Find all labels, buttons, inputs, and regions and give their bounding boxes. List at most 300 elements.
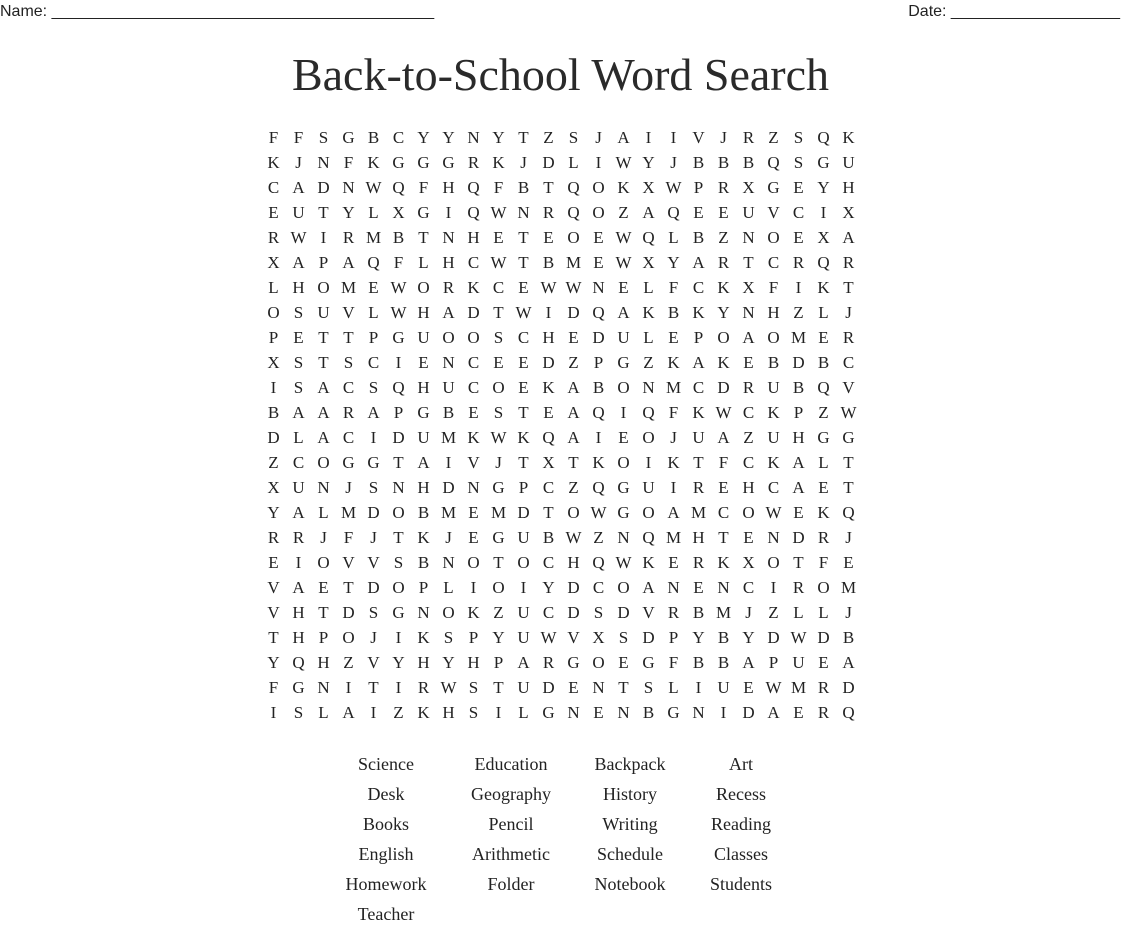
grid-letter: K	[417, 528, 430, 547]
grid-letter: M	[665, 528, 682, 547]
grid-letter: E	[818, 653, 829, 672]
grid-letter: U	[767, 378, 780, 397]
grid-letter: E	[568, 678, 579, 697]
grid-letter: Y	[717, 303, 730, 322]
grid-letter: A	[692, 353, 705, 372]
grid-letter: B	[392, 228, 405, 247]
word-bank-item: Pencil	[488, 814, 534, 834]
grid-letter: R	[342, 403, 355, 422]
grid-letter: Q	[292, 653, 305, 672]
grid-letter: W	[765, 503, 782, 522]
grid-letter: W	[390, 303, 407, 322]
grid-letter: T	[368, 678, 379, 697]
grid-letter: R	[442, 278, 455, 297]
grid-letter: D	[467, 303, 480, 322]
grid-letter: K	[467, 278, 480, 297]
word-bank-item: Arithmetic	[472, 844, 550, 864]
grid-letter: Q	[842, 703, 855, 722]
grid-letter: P	[318, 628, 329, 647]
grid-letter: N	[317, 678, 330, 697]
grid-letter: W	[540, 278, 557, 297]
grid-letter: H	[292, 603, 305, 622]
grid-letter: I	[595, 153, 602, 172]
grid-letter: X	[742, 178, 755, 197]
grid-letter: B	[642, 703, 655, 722]
grid-letter: G	[392, 603, 405, 622]
grid-letter: D	[367, 578, 380, 597]
grid-letter: E	[718, 478, 729, 497]
grid-letter: I	[370, 428, 377, 447]
grid-letter: S	[618, 628, 629, 647]
grid-letter: S	[643, 678, 654, 697]
grid-letter: G	[417, 203, 430, 222]
grid-letter: A	[567, 428, 580, 447]
grid-letter: N	[592, 678, 605, 697]
grid-letter: O	[517, 553, 530, 572]
grid-letter: U	[517, 678, 530, 697]
grid-letter: Y	[442, 653, 455, 672]
grid-letter: X	[592, 628, 605, 647]
grid-letter: I	[445, 453, 452, 472]
grid-letter: A	[292, 503, 305, 522]
grid-letter: C	[592, 578, 605, 597]
grid-letter: N	[442, 353, 455, 372]
grid-letter: E	[618, 653, 629, 672]
grid-letter: B	[542, 253, 555, 272]
grid-letter: A	[792, 453, 805, 472]
grid-letter: Y	[692, 628, 705, 647]
grid-letter: O	[592, 653, 605, 672]
grid-letter: U	[642, 478, 655, 497]
grid-letter: T	[843, 478, 854, 497]
grid-letter: N	[467, 478, 480, 497]
grid-letter: Z	[343, 653, 354, 672]
grid-letter: T	[418, 228, 429, 247]
grid-letter: A	[292, 178, 305, 197]
grid-letter: G	[817, 428, 830, 447]
grid-letter: P	[393, 403, 404, 422]
grid-letter: D	[792, 528, 805, 547]
name-field[interactable]: Name: ___________________________________________	[0, 3, 435, 20]
grid-letter: A	[342, 253, 355, 272]
grid-letter: O	[392, 503, 405, 522]
grid-letter: C	[692, 378, 705, 397]
grid-letter: D	[517, 503, 530, 522]
grid-letter: B	[842, 628, 855, 647]
grid-letter: B	[417, 503, 430, 522]
grid-letter: U	[442, 378, 455, 397]
grid-letter: R	[542, 203, 555, 222]
grid-letter: W	[615, 153, 632, 172]
grid-letter: T	[493, 678, 504, 697]
grid-letter: Y	[542, 578, 555, 597]
grid-letter: C	[467, 378, 480, 397]
grid-letter: Z	[568, 478, 579, 497]
grid-letter: W	[590, 503, 607, 522]
grid-letter: B	[717, 628, 730, 647]
grid-letter: O	[267, 303, 280, 322]
grid-letter: D	[817, 628, 830, 647]
grid-letter: Q	[642, 228, 655, 247]
grid-letter: E	[518, 278, 529, 297]
grid-letter: B	[417, 553, 430, 572]
grid-letter: T	[268, 628, 279, 647]
grid-letter: E	[418, 353, 429, 372]
grid-row	[261, 500, 861, 525]
grid-letter: R	[717, 253, 730, 272]
grid-letter: A	[342, 703, 355, 722]
grid-letter: L	[643, 278, 654, 297]
grid-letter: T	[718, 528, 729, 547]
grid-letter: L	[793, 603, 804, 622]
grid-letter: K	[267, 153, 280, 172]
grid-letter: N	[742, 228, 755, 247]
grid-letter: G	[392, 153, 405, 172]
grid-letter: U	[617, 328, 630, 347]
grid-letter: Q	[467, 178, 480, 197]
grid-letter: N	[642, 378, 655, 397]
grid-letter: W	[490, 428, 507, 447]
grid-letter: R	[717, 178, 730, 197]
grid-letter: J	[670, 428, 677, 447]
grid-letter: S	[343, 353, 354, 372]
grid-letter: K	[667, 353, 680, 372]
grid-letter: J	[445, 528, 452, 547]
word-bank-item: History	[603, 784, 657, 804]
grid-letter: L	[293, 428, 304, 447]
grid-letter: X	[267, 353, 280, 372]
grid-letter: K	[642, 303, 655, 322]
grid-letter: E	[593, 253, 604, 272]
grid-letter: E	[518, 353, 529, 372]
grid-row	[261, 450, 861, 475]
grid-letter: N	[667, 578, 680, 597]
word-bank-item: Folder	[487, 874, 535, 894]
grid-letter: Q	[467, 203, 480, 222]
grid-letter: M	[790, 678, 807, 697]
grid-letter: O	[567, 228, 580, 247]
grid-letter: J	[670, 153, 677, 172]
grid-letter: H	[442, 253, 455, 272]
grid-letter: Z	[618, 203, 629, 222]
grid-row	[261, 225, 861, 250]
grid-letter: Y	[342, 203, 355, 222]
word-bank-item: Backpack	[594, 754, 666, 774]
grid-letter: A	[692, 253, 705, 272]
grid-letter: C	[742, 403, 755, 422]
grid-letter: P	[593, 353, 604, 372]
grid-letter: G	[292, 678, 305, 697]
grid-letter: B	[592, 378, 605, 397]
grid-letter: J	[595, 128, 602, 147]
grid-letter: N	[567, 703, 580, 722]
grid-row	[261, 675, 861, 700]
grid-letter: A	[292, 578, 305, 597]
grid-letter: A	[792, 478, 805, 497]
grid-letter: T	[518, 403, 529, 422]
grid-letter: E	[793, 228, 804, 247]
grid-row	[261, 375, 861, 400]
grid-letter: W	[365, 178, 382, 197]
word-bank-item: Classes	[714, 844, 768, 864]
grid-letter: E	[818, 328, 829, 347]
grid-letter: S	[493, 328, 504, 347]
grid-letter: B	[442, 403, 455, 422]
grid-letter: D	[392, 428, 405, 447]
grid-letter: R	[267, 528, 280, 547]
grid-letter: I	[670, 128, 677, 147]
grid-letter: L	[818, 303, 829, 322]
grid-letter: U	[517, 628, 530, 647]
grid-letter: D	[542, 153, 555, 172]
grid-row	[261, 350, 861, 375]
grid-letter: O	[767, 553, 780, 572]
grid-letter: L	[518, 703, 529, 722]
grid-letter: J	[370, 628, 377, 647]
grid-letter: X	[392, 203, 405, 222]
grid-letter: V	[342, 553, 355, 572]
grid-letter: A	[617, 128, 630, 147]
grid-letter: O	[617, 453, 630, 472]
grid-letter: K	[517, 428, 530, 447]
grid-letter: O	[592, 203, 605, 222]
grid-letter: I	[270, 703, 277, 722]
grid-letter: Y	[642, 153, 655, 172]
grid-letter: I	[270, 378, 277, 397]
grid-letter: R	[667, 603, 680, 622]
grid-letter: G	[642, 653, 655, 672]
grid-letter: D	[342, 603, 355, 622]
grid-letter: D	[767, 628, 780, 647]
grid-letter: F	[718, 453, 729, 472]
grid-letter: R	[692, 478, 705, 497]
grid-letter: P	[468, 628, 479, 647]
grid-letter: Z	[718, 228, 729, 247]
grid-letter: B	[792, 378, 805, 397]
grid-letter: C	[742, 453, 755, 472]
grid-letter: O	[767, 228, 780, 247]
grid-letter: R	[267, 228, 280, 247]
grid-letter: K	[417, 628, 430, 647]
grid-letter: M	[440, 503, 457, 522]
grid-letter: C	[542, 553, 555, 572]
grid-letter: F	[268, 128, 279, 147]
grid-letter: D	[717, 378, 730, 397]
grid-letter: C	[342, 378, 355, 397]
grid-letter: M	[690, 503, 707, 522]
grid-letter: G	[342, 453, 355, 472]
grid-letter: Y	[392, 653, 405, 672]
grid-letter: I	[645, 128, 652, 147]
grid-letter: P	[268, 328, 279, 347]
word-bank-item: Education	[474, 754, 548, 774]
grid-letter: R	[817, 703, 830, 722]
grid-letter: J	[370, 528, 377, 547]
grid-letter: O	[342, 628, 355, 647]
grid-letter: A	[317, 403, 330, 422]
grid-letter: K	[817, 278, 830, 297]
grid-letter: O	[817, 578, 830, 597]
grid-letter: F	[343, 153, 354, 172]
grid-letter: C	[467, 253, 480, 272]
grid-letter: B	[742, 153, 755, 172]
grid-letter: E	[593, 703, 604, 722]
grid-letter: N	[717, 578, 730, 597]
grid-letter: J	[295, 153, 302, 172]
grid-letter: I	[370, 703, 377, 722]
grid-letter: V	[267, 603, 280, 622]
grid-letter: L	[368, 303, 379, 322]
grid-letter: P	[493, 653, 504, 672]
grid-letter: T	[318, 328, 329, 347]
word-bank-item: Notebook	[594, 874, 666, 894]
grid-letter: Z	[268, 453, 279, 472]
grid-letter: S	[293, 378, 304, 397]
grid-letter: B	[367, 128, 380, 147]
grid-letter: B	[717, 153, 730, 172]
grid-letter: A	[317, 378, 330, 397]
grid-letter: K	[817, 503, 830, 522]
grid-letter: U	[417, 428, 430, 447]
grid-letter: K	[617, 178, 630, 197]
grid-row	[261, 575, 861, 600]
grid-letter: W	[765, 678, 782, 697]
grid-letter: L	[643, 328, 654, 347]
grid-letter: I	[770, 578, 777, 597]
grid-letter: J	[320, 528, 327, 547]
grid-letter: L	[668, 228, 679, 247]
grid-letter: F	[268, 678, 279, 697]
grid-letter: H	[467, 228, 480, 247]
grid-letter: Q	[567, 178, 580, 197]
grid-letter: A	[567, 403, 580, 422]
grid-letter: Z	[768, 603, 779, 622]
grid-letter: L	[318, 503, 329, 522]
grid-letter: T	[518, 453, 529, 472]
grid-letter: L	[368, 203, 379, 222]
grid-letter: C	[517, 328, 530, 347]
grid-letter: Z	[643, 353, 654, 372]
grid-letter: I	[520, 578, 527, 597]
grid-letter: K	[417, 703, 430, 722]
grid-letter: U	[792, 653, 805, 672]
grid-letter: A	[367, 403, 380, 422]
grid-letter: C	[342, 428, 355, 447]
grid-letter: A	[742, 653, 755, 672]
grid-letter: R	[792, 253, 805, 272]
grid-letter: F	[393, 253, 404, 272]
grid-letter: D	[742, 703, 755, 722]
grid-letter: X	[267, 253, 280, 272]
grid-letter: I	[620, 403, 627, 422]
grid-letter: E	[668, 553, 679, 572]
grid-letter: E	[793, 703, 804, 722]
grid-letter: E	[468, 528, 479, 547]
grid-letter: E	[493, 353, 504, 372]
grid-letter: K	[767, 403, 780, 422]
grid-letter: P	[368, 328, 379, 347]
grid-letter: I	[395, 628, 402, 647]
grid-letter: S	[793, 128, 804, 147]
grid-letter: A	[642, 578, 655, 597]
grid-letter: U	[692, 428, 705, 447]
grid-letter: J	[845, 303, 852, 322]
grid-letter: D	[567, 303, 580, 322]
grid-letter: Z	[818, 403, 829, 422]
grid-letter: A	[667, 503, 680, 522]
grid-letter: E	[618, 428, 629, 447]
grid-row	[261, 300, 861, 325]
grid-letter: J	[720, 128, 727, 147]
grid-letter: Q	[667, 203, 680, 222]
grid-letter: Q	[567, 203, 580, 222]
letter-grid	[261, 125, 861, 725]
grid-letter: D	[642, 628, 655, 647]
grid-letter: W	[565, 528, 582, 547]
grid-letter: Q	[392, 178, 405, 197]
grid-letter: Y	[267, 503, 280, 522]
grid-letter: G	[567, 653, 580, 672]
grid-letter: X	[267, 478, 280, 497]
grid-letter: B	[517, 178, 530, 197]
word-bank-item: Reading	[711, 814, 771, 834]
grid-letter: H	[317, 653, 330, 672]
grid-letter: H	[767, 303, 780, 322]
grid-letter: T	[493, 553, 504, 572]
grid-letter: R	[742, 378, 755, 397]
grid-letter: O	[317, 278, 330, 297]
grid-letter: G	[767, 178, 780, 197]
grid-letter: O	[617, 578, 630, 597]
grid-letter: V	[842, 378, 855, 397]
grid-letter: S	[368, 378, 379, 397]
grid-letter: K	[842, 128, 855, 147]
grid-letter: T	[568, 453, 579, 472]
word-bank-item: English	[358, 844, 414, 864]
word-bank-item: Teacher	[357, 904, 415, 924]
grid-letter: W	[290, 228, 307, 247]
grid-letter: K	[492, 153, 505, 172]
grid-letter: K	[767, 453, 780, 472]
grid-letter: K	[642, 553, 655, 572]
grid-letter: Q	[817, 253, 830, 272]
grid-letter: Z	[593, 528, 604, 547]
grid-letter: F	[418, 178, 429, 197]
grid-letter: W	[540, 628, 557, 647]
grid-letter: Z	[393, 703, 404, 722]
grid-letter: S	[293, 303, 304, 322]
grid-letter: C	[367, 353, 380, 372]
word-bank-item: Schedule	[597, 844, 663, 864]
grid-letter: V	[367, 653, 380, 672]
grid-letter: V	[367, 553, 380, 572]
grid-letter: E	[468, 503, 479, 522]
grid-letter: T	[618, 678, 629, 697]
grid-letter: P	[418, 578, 429, 597]
grid-letter: T	[843, 453, 854, 472]
date-field[interactable]: Date: ___________________	[908, 3, 1120, 20]
word-bank-item: Books	[362, 814, 409, 834]
grid-row	[261, 200, 861, 225]
grid-letter: R	[817, 528, 830, 547]
grid-letter: Y	[442, 128, 455, 147]
grid-letter: I	[670, 478, 677, 497]
grid-letter: E	[693, 203, 704, 222]
grid-letter: T	[518, 253, 529, 272]
grid-letter: R	[292, 528, 305, 547]
grid-letter: X	[642, 178, 655, 197]
grid-letter: U	[842, 153, 855, 172]
